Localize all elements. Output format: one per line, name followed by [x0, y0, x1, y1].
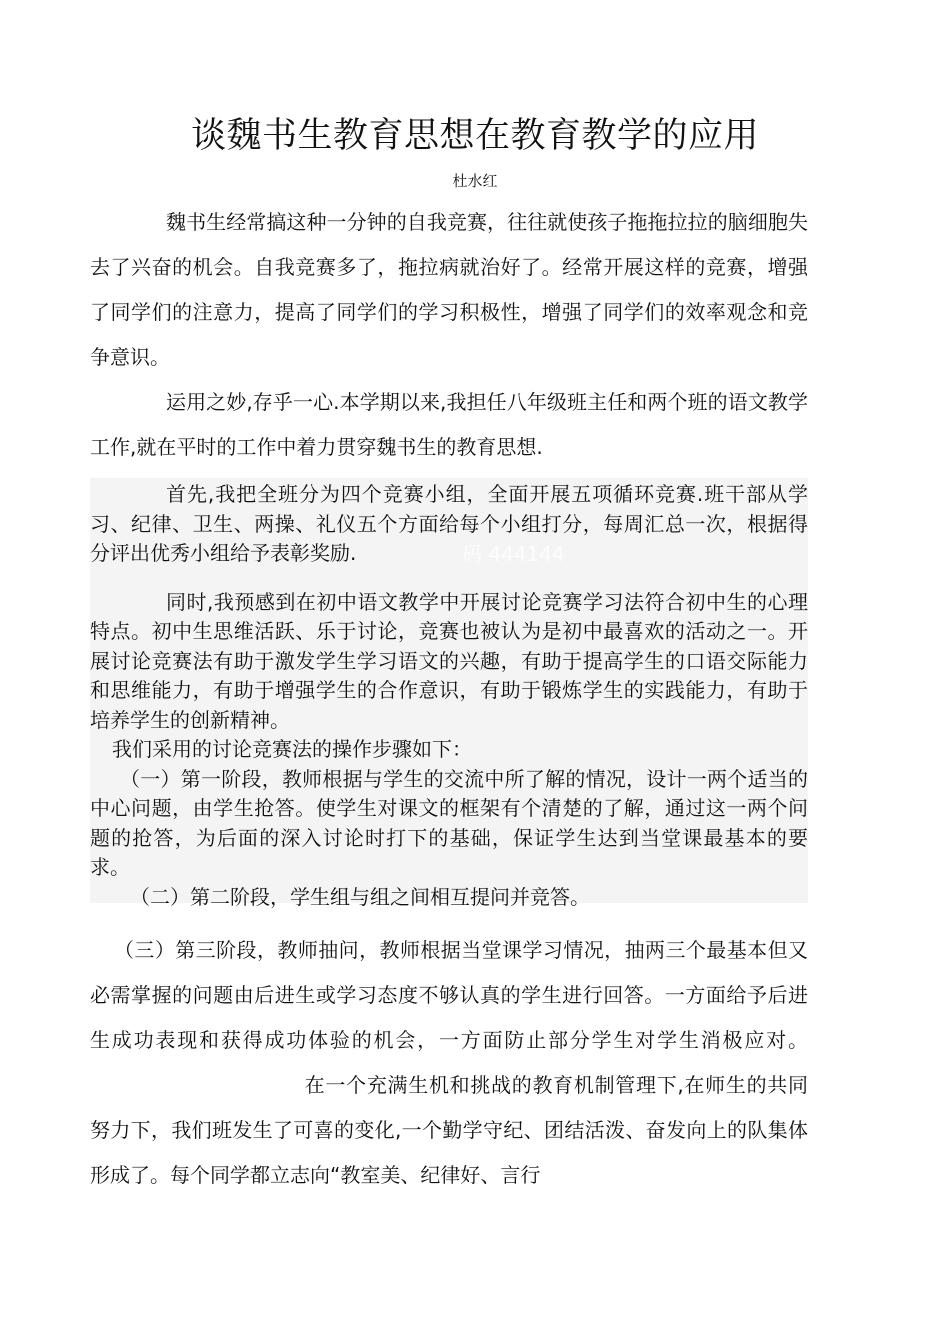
paragraph: 首先,我把全班分为四个竞赛小组，全面开展五项循环竞赛.班干部从学习、纪律、卫生、两操、礼仪五个方面给每个小组打分，每周汇总一次，根据得分评出优秀小组给予表彰奖励. [90, 482, 808, 565]
section-competition [90, 480, 808, 912]
section-intro [90, 200, 808, 470]
paragraph: （二）第二阶段，学生组与组之间相互提问并竞答。 [130, 884, 590, 909]
paragraph: 我们采用的讨论竞赛法的操作步骤如下： [112, 737, 472, 761]
paragraph: 同时,我预感到在初中语文教学中开展讨论竞赛学习法符合初中生的心理特点。初中生思维活跃、乐于讨论，竞赛也被认为是初中最喜欢的活动之一。开展讨论竞赛法有助于激发学生学习语文的兴趣，有助于提高学生的口语交际能力和思维能力，有助于增强学生的合作意识，有助于锻炼学生的实践能力，有助于培养学生的创新精神。 [90, 589, 808, 732]
paragraph [90, 928, 808, 1198]
section-stages [90, 928, 808, 1198]
paragraph: （一）第一阶段，教师根据与学生的交流中所了解的情况，设计一两个适当的中心问题，由学生抢答。使学生对课文的框架有个清楚的了解，通过这一两个问题的抢答，为后面的深入讨论时打下的基础，保证学生达到当堂课最基本的要求。 [90, 766, 808, 879]
author-name: 杜水红 [452, 172, 498, 190]
watermark-text: 码 444144 [462, 542, 565, 566]
paragraph-text: （三）第三阶段，教师抽问，教师根据当堂课学习情况，抽两三个最基本但又必需掌握的问题由后进生或学习态度不够认真的学生进行回答。一方面给予后进生成功表现和获得成功体验的机会，一方面防止部分学生对学生消极应对。 [90, 938, 808, 1052]
paragraph: 运用之妙,存乎一心.本学期以来,我担任八年级班主任和两个班的语文教学工作,就在平时的工作中着力贯穿魏书生的教育思想. [90, 390, 808, 459]
document-title: 谈魏书生教育思想在教育教学的应用 [190, 116, 759, 156]
paragraph-text: 在一个充满生机和挑战的教育机制管理下,在师生的共同努力下，我们班发生了可喜的变化,一个勤学守纪、团结活泼、奋发向上的队集体形成了。每个同学都立志向“教室美、纪律好、言行 [90, 1073, 808, 1187]
paragraph: 魏书生经常搞这种一分钟的自我竞赛，往往就使孩子拖拖拉拉的脑细胞失去了兴奋的机会。自我竞赛多了，拖拉病就治好了。经常开展这样的竞赛，增强了同学们的注意力，提高了同学们的学习积极性，增强了同学们的效率观念和竞争意识。 [90, 210, 808, 369]
